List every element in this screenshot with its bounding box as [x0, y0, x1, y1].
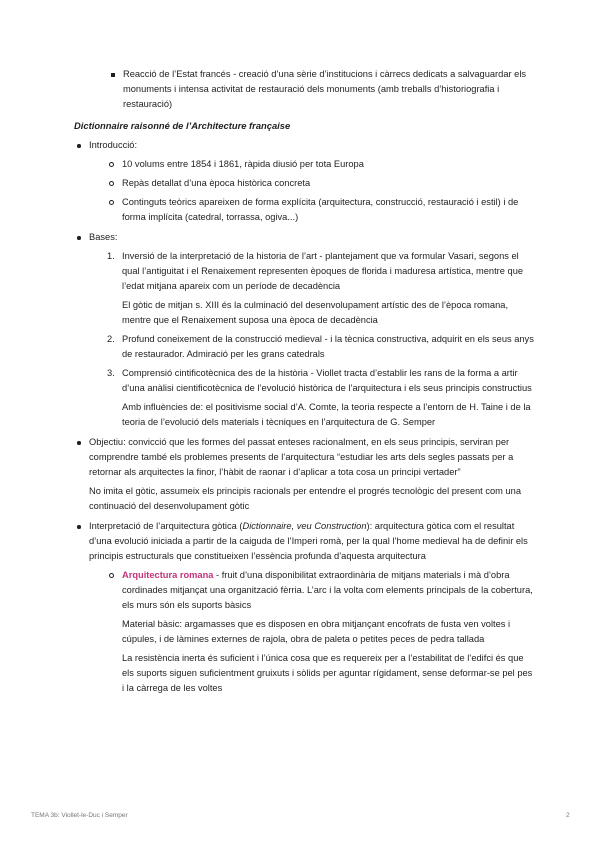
list-item: 1. Inversió de la interpretació de la historia de l’art - plantejament que va formular Vasari, segons el qual l’antiguitat i el Renaixement representen èpoques de florida i maduresa artística, mentre que l’edat mitjana apareix com un període de decadència El gòtic de mitjan s. XIII és la culminació del desenvolupament artístic des de l’època romana, mentre que el Renaixement suposa una època de decadència: [107, 251, 524, 325]
highlight-term: Arquitectura romana: [122, 570, 214, 580]
list-item: Continguts teòrics apareixen de forma explícita (arquitectura, construcció, restauració i estil) i de forma implícita (catedral, torrassa, ogiva...): [107, 195, 534, 225]
list-item: Reacció de l’Estat francés - creació d’una sèrie d’institucions i càrrecs dedicats a salvaguardar els monuments i intensa activitat de restauració dels monuments (amb treballs d’historiografia i restauració): [108, 67, 534, 112]
list-item: Arquitectura romana - fruit d’una disponibilitat extraordinària de mitjans materials i mà d’obra cordinades mitjançat una organització fèrria. L’arc i la volta com elements principals de la cobertura, els murs són els suports bàsics Material bàsic: argamasses que es disposen en obra mitjançant encofrats de fusta ven voltes i cúpules, i de làmines externes de rajola, obra de paleta o petites peces de pedra tallada La resistència inerta és suficient i l’única cosa que es requereix per a l’estabilitat de l’edifci és que els suports siguen suficientment gruixuts i sòlids per aguntar rígidament, sense deformar-se pel pes i la càrrega de les voltes: [107, 568, 534, 696]
list-item: 10 volums entre 1854 i 1861, ràpida diusió per tota Europa: [107, 157, 534, 172]
page-number: 2: [566, 812, 570, 819]
list-item-objectiu: Objectiu: convicció que les formes del passat enteses racionalment, en els seus principis, serviran per comprendre també els problemes presents de l’arquitectura “estudiar les arts dels segles passats per a retornar als arquitectes la finor, l’hàbit de raonar i d’aplicar a tota cosa un principi vertader” No imita el gòtic, assumeix els principis racionals per entendre el progrés tecnològic del present com una continuació del desenvolupament gòtic: [74, 435, 534, 514]
section-heading: Dictionnaire raisonné de l’Architecture française: [74, 120, 291, 131]
top-list: [108, 67, 534, 112]
list-item: 3. Comprensió cintificotècnica des de la història - Viollet tracta d’establir les rans de la forma a artir d’una anàlisi cientificotècnica de l’evolució històrica de l’arquitectura i els seus principis constructius Amb influències de: el positivisme social d’A. Comte, la teoria respecte a l’entorn de H. Taine i de la teoria de l’evolució dels materials i tècniques en l’arquitectura de G. Semper: [107, 368, 532, 427]
bases-numbered-list: [107, 249, 534, 430]
list-item-interpretacio: Interpretació de l’arquitectura gòtica (Dictionnaire, veu Construction): arquitectura gòtica com el resultat d’una evolució iniciada a partir de la caiguda de l’Imperi romà, per la qual l’home medieval ha de definir els principis estructurals que constitueixen l’essència profunda d’aquesta arquitectura Arquitectura romana - fruit d’una disponibilitat extraordinària de mitjans materials i mà d’obra cordinades mitjançat una organització fèrria. L’arc i la volta com elements principals de la cobertura, els murs són els suports bàsics Material bàsic: argamasses que es disposen en obra mitjançant encofrats de fusta ven voltes i cúpules, i de làmines externes de rajola, obra de paleta o petites peces de pedra tallada La resistència inerta és suficient i l’única cosa que es requereix per a l’estabilitat de l’edifci és que els suports siguen suficientment gruixuts i sòlids per aguntar rígidament, sense deformar-se pel pes i la càrrega de les voltes: [74, 519, 534, 696]
footer-title: TEMA 3b: Viollet-le-Duc i Semper: [31, 812, 128, 819]
list-item: 2. Profund coneixement de la construcció medieval - i la tècnica constructiva, adquirit en els seus anys de restaurador. Admiració per les grans catedrals: [107, 334, 534, 359]
list-item: Repàs detallat d’una època històrica concreta: [107, 176, 534, 191]
introduccio-sublist: [107, 157, 534, 225]
list-item-introduccio: Introducció: 10 volums entre 1854 i 1861, ràpida diusió per tota Europa Repàs detallat d’una època històrica concreta Continguts teòrics apareixen de forma explícita (arquitectura, construcció, restauració i estil) i de forma implícita (catedral, torrassa, ogiva...): [74, 138, 534, 225]
list-item-bases: Bases: 1. Inversió de la interpretació de la historia de l’art - plantejament que va formular Vasari, segons el qual l’antiguitat i el Renaixement representen èpoques de florida i maduresa artística, mentre que l’edat mitjana apareix com un període de decadència El gòtic de mitjan s. XIII és la culminació del desenvolupament artístic des de l’època romana, mentre que el Renaixement suposa una època de decadència 2. Profund coneixement de la construcció medieval - i la tècnica constructiva, adquirit en els seus anys de restaurador. Admiració per les grans catedrals 3. Comprensió cintificotècnica des de la història - Viollet tracta d’establir les rans de la forma a artir d’una anàlisi cientificotècnica de l’evolució històrica de l’arquitectura i els seus principis constructius Amb influències de: el positivisme social d’A. Comte, la teoria respecte a l’entorn de H. Taine i de la teoria de l’evolució dels materials i tècniques en l’arquitectura de G. Semper: [74, 230, 534, 430]
main-list: [74, 138, 534, 696]
interpretacio-sublist: [107, 568, 534, 696]
page-content: [74, 67, 534, 700]
